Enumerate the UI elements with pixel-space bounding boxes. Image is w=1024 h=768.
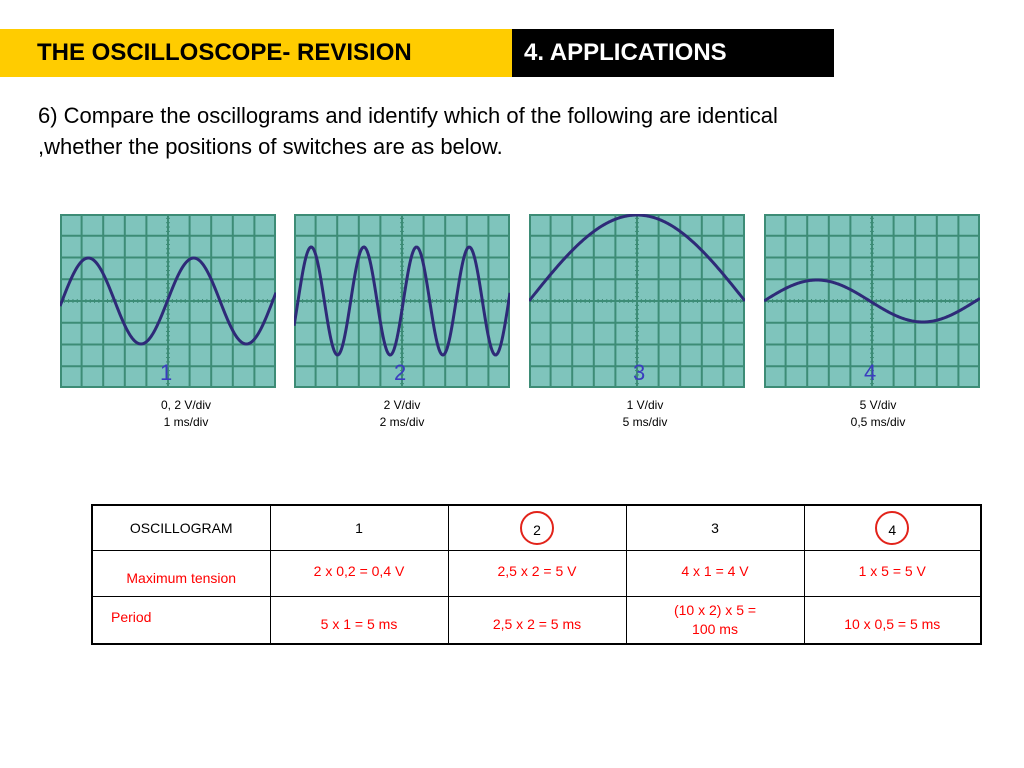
volts-per-div: 1 V/div (626, 398, 664, 412)
question-line-2: ,whether the positions of switches are as below. (38, 134, 503, 159)
header-col-3 (626, 505, 804, 550)
oscillogram-settings-4 (798, 397, 958, 431)
col-number: 1 (355, 519, 363, 536)
table-cell: 10 x 0,5 = 5 ms (804, 596, 981, 644)
table-cell: (10 x 2) x 5 = 100 ms (626, 596, 804, 644)
oscillogram-screen-2 (294, 214, 510, 388)
header-oscillogram: OSCILLOGRAM (92, 505, 270, 550)
oscillogram-settings-1 (106, 397, 266, 431)
time-per-div: 0,5 ms/div (850, 415, 906, 429)
table-header-row (92, 505, 981, 550)
volts-per-div: 2 V/div (383, 398, 421, 412)
question-line-1: 6) Compare the oscillograms and identify which of the following are identical (38, 103, 778, 128)
table-cell: 2,5 x 2 = 5 V (448, 550, 626, 596)
row-label-maximum-tension: Maximum tension (92, 550, 270, 596)
col-number: 3 (711, 519, 719, 536)
row-label-period: Period (92, 596, 270, 644)
header-col-1 (270, 505, 448, 550)
table-cell: 4 x 1 = 4 V (626, 550, 804, 596)
volts-per-div: 0, 2 V/div (160, 398, 212, 412)
slide-title: THE OSCILLOSCOPE- REVISION (0, 29, 512, 77)
circled-col-number: 4 (875, 511, 909, 545)
oscillogram-number: 4 (864, 360, 877, 385)
question-text (38, 100, 938, 162)
oscillogram-number: 1 (160, 360, 173, 385)
oscillogram-svg-3 (529, 214, 745, 388)
header-col-4 (804, 505, 981, 550)
time-per-div: 5 ms/div (622, 415, 668, 429)
oscillogram-screen-1 (60, 214, 276, 388)
table-row (92, 596, 981, 644)
table-row (92, 550, 981, 596)
oscillogram-svg-1 (60, 214, 276, 388)
table-cell: 5 x 1 = 5 ms (270, 596, 448, 644)
oscillogram-svg-2 (294, 214, 510, 388)
table-cell: 2 x 0,2 = 0,4 V (270, 550, 448, 596)
oscillogram-screen-3 (529, 214, 745, 388)
volts-per-div: 5 V/div (859, 398, 897, 412)
oscillogram-number: 2 (394, 360, 407, 385)
time-per-div: 1 ms/div (163, 415, 209, 429)
oscillogram-settings-2 (322, 397, 482, 431)
oscillogram-settings-3 (565, 397, 725, 431)
results-table (91, 504, 982, 645)
circled-col-number: 2 (520, 511, 554, 545)
oscillogram-svg-4 (764, 214, 980, 388)
oscillogram-number: 3 (633, 360, 646, 385)
table-cell: 2,5 x 2 = 5 ms (448, 596, 626, 644)
time-per-div: 2 ms/div (379, 415, 425, 429)
header-col-2 (448, 505, 626, 550)
table-cell: 1 x 5 = 5 V (804, 550, 981, 596)
oscillogram-screen-4 (764, 214, 980, 388)
section-title: 4. APPLICATIONS (512, 29, 834, 77)
